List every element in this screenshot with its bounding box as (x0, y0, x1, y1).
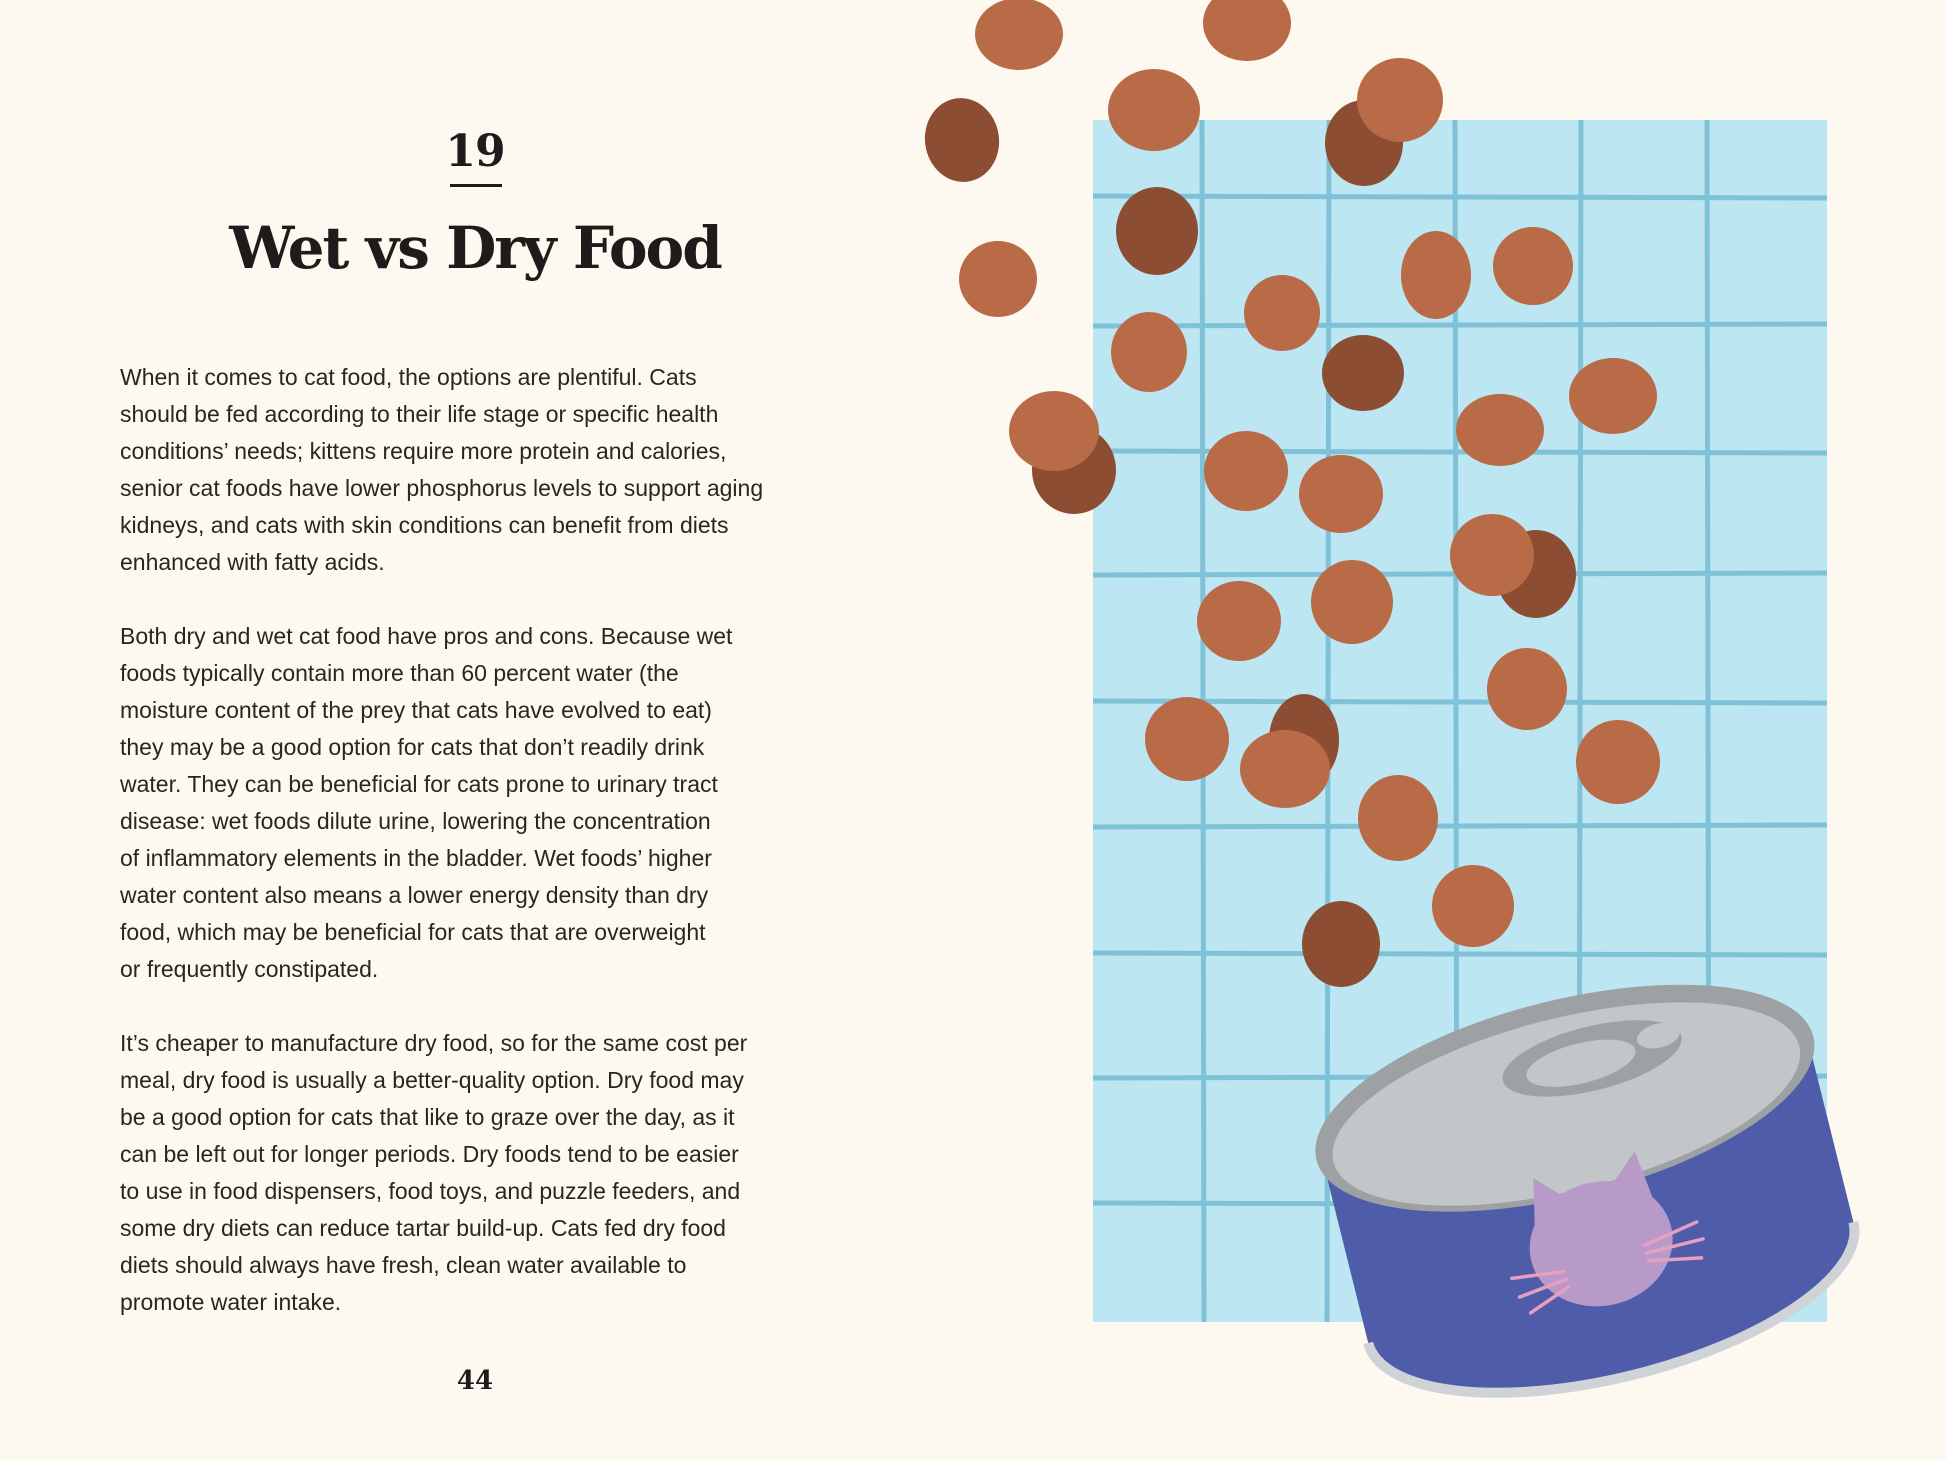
paragraph-dry-food: It’s cheaper to manufacture dry food, so for the same cost per meal, dry food is usually a better-quality option. Dry food may be a good option for cats that like to graze over the day, as it can be left out for longer periods. Dry foods tend to be easier to use in food dispensers, food toys, and puzzle feeders, and some dry diets can reduce tartar build-up. Cats fed dry food diets should always have fresh, clean water available to promote water intake. (120, 1030, 748, 1315)
kibble-light (1456, 394, 1544, 466)
kibble-light (959, 241, 1037, 317)
kibble-light (975, 0, 1063, 70)
cat-food-illustration (900, 0, 1946, 1460)
kibble-light (1311, 560, 1393, 644)
kibble-light (1111, 312, 1187, 392)
kibble-dark (1322, 335, 1404, 411)
kibble-light (1569, 358, 1657, 434)
chapter-title: Wet vs Dry Food (229, 214, 721, 282)
kibble-dark (920, 93, 1005, 186)
kibble-light (1357, 58, 1443, 142)
kibble-light (1487, 648, 1567, 730)
kibble-light (1240, 730, 1330, 808)
page-number: 44 (456, 1366, 494, 1396)
body-text (120, 359, 860, 1358)
chapter-number: 19 (445, 126, 505, 177)
kibble-light (1493, 227, 1573, 305)
kibble-light (1401, 231, 1471, 319)
kibble-light (1450, 514, 1534, 596)
kibble-light (1197, 581, 1281, 661)
kibble-light (1576, 720, 1660, 804)
paragraph-life-stage: When it comes to cat food, the options are plentiful. Cats should be fed according to their life stage or specific health conditions’ needs; kittens require more protein and calories, senior cat foods have lower phosphorus levels to support aging kidneys, and cats with skin conditions can benefit from diets enhanced with fatty acids. (120, 364, 764, 575)
kibble-dark (1116, 187, 1198, 275)
kibble-light (1204, 431, 1288, 511)
kibble-dark (1302, 901, 1380, 987)
kibble-light (1108, 69, 1200, 151)
kibble-light (1432, 865, 1514, 947)
kibble-light (1009, 391, 1099, 471)
kibble-light (1244, 275, 1320, 351)
kibble-light (1145, 697, 1229, 781)
kibble-light (1203, 0, 1291, 61)
chapter-number-underline (450, 184, 502, 187)
kibble-light (1358, 775, 1438, 861)
kibble-light (1299, 455, 1383, 533)
paragraph-wet-food: Both dry and wet cat food have pros and cons. Because wet foods typically contain more than 60 percent water (the moisture content of the prey that cats have evolved to eat) they may be a good option for cats that don’t readily drink water. They can be beneficial for cats prone to urinary tract disease: wet foods dilute urine, lowering the concentration of inflammatory elements in the bladder. Wet foods’ higher water content also means a lower energy density than dry food, which may be beneficial for cats that are overweight or frequently constipated. (120, 623, 733, 982)
